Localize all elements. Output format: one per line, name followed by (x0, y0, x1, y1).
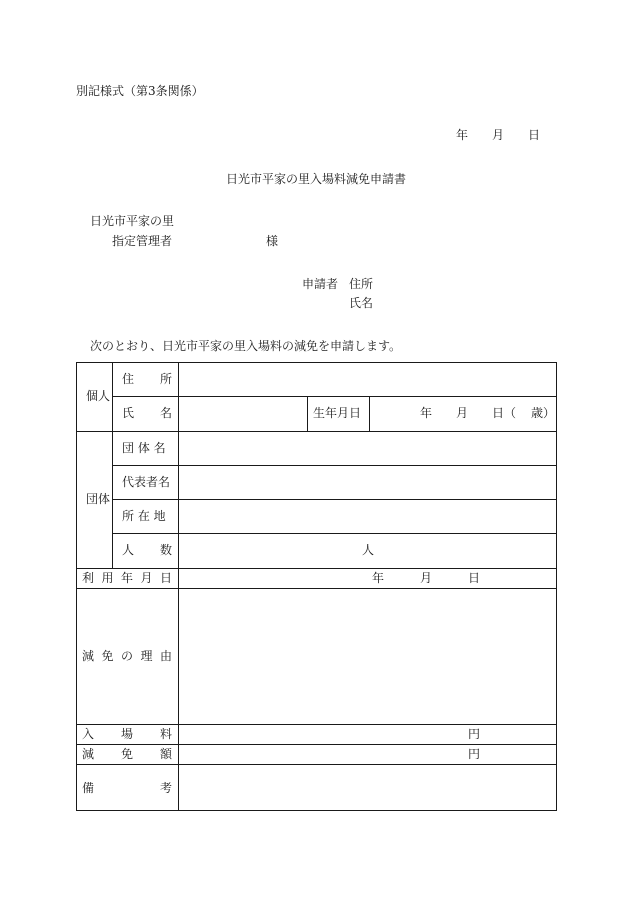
remarks-label-char: 備 (82, 781, 95, 795)
applicant-address-label: 住所 (349, 277, 374, 291)
date-year-label: 年 (456, 128, 469, 142)
reduction-label-char: 額 (159, 747, 172, 761)
use-date-label-char: 日 (159, 571, 172, 585)
people-count-unit: 人 (362, 543, 375, 557)
use-date-year: 年 (372, 571, 385, 585)
date-month-label: 月 (492, 128, 505, 142)
address-label-char: 住 (122, 372, 135, 386)
fee-label-char: 入 (82, 727, 95, 741)
use-date-label-char: 年 (120, 571, 133, 585)
birth-day-label: 日（ (492, 406, 517, 420)
fee-label-char: 場 (120, 727, 133, 741)
use-date-label-char: 利 (82, 571, 95, 585)
reason-label-char: 由 (159, 649, 172, 663)
date-day-label: 日 (528, 128, 541, 142)
name-label-char: 名 (159, 406, 172, 420)
row-divider-group-name (112, 465, 557, 466)
form-number: 別記様式（第3条関係） (76, 84, 204, 98)
group-location-field[interactable] (182, 502, 554, 531)
row-divider-address (112, 396, 557, 397)
reduction-label-char: 免 (120, 747, 133, 761)
count-label-char: 人 (122, 543, 135, 557)
addressee-manager: 指定管理者 (112, 234, 173, 248)
individual-name-label (122, 407, 172, 419)
individual-address-field[interactable] (182, 364, 554, 394)
birth-month-label: 月 (456, 406, 469, 420)
row-divider-fee (76, 744, 557, 745)
reason-label-char: 免 (101, 649, 114, 663)
count-label-char: 数 (159, 543, 172, 557)
use-date-day: 日 (468, 571, 481, 585)
table-border-bottom (76, 810, 557, 811)
application-statement: 次のとおり、日光市平家の里入場料の減免を申請します。 (90, 339, 402, 353)
reduction-label-char: 減 (82, 747, 95, 761)
remarks-label (82, 782, 172, 794)
use-date-label (82, 572, 172, 584)
individual-name-field[interactable] (182, 399, 304, 429)
individual-address-label (122, 373, 172, 385)
reduction-amount-label (82, 748, 172, 760)
row-divider-use-date (76, 588, 557, 589)
addressee-facility: 日光市平家の里 (90, 214, 175, 228)
row-divider-individual (76, 431, 557, 432)
reason-label-char: の (120, 649, 133, 663)
group-location-label: 所 在 地 (122, 509, 166, 523)
remarks-field[interactable] (182, 768, 554, 808)
document-title: 日光市平家の里入場料減免申請書 (226, 172, 407, 186)
birth-date-label: 生年月日 (313, 406, 362, 420)
group-name-field[interactable] (182, 434, 554, 463)
reason-label-char: 理 (140, 649, 153, 663)
address-label-char: 所 (159, 372, 172, 386)
birth-age-label: 歳） (531, 406, 556, 420)
reduction-reason-label (82, 650, 172, 662)
table-border-top (76, 362, 557, 363)
applicant-name-label: 氏名 (349, 296, 374, 310)
row-divider-location (112, 533, 557, 534)
reason-label-char: 減 (82, 649, 95, 663)
applicant-label: 申請者 (302, 277, 339, 291)
row-divider-group (76, 568, 557, 569)
individual-group-label: 個人 (86, 389, 111, 403)
application-form-table (76, 362, 557, 811)
use-date-label-char: 月 (140, 571, 153, 585)
birth-label-left-divider (307, 396, 308, 431)
birth-label-right-divider (369, 396, 370, 431)
group-section-label: 団体 (86, 492, 111, 506)
representative-label: 代表者名 (122, 475, 171, 489)
row-divider-representative (112, 499, 557, 500)
admission-fee-label (82, 728, 172, 740)
representative-field[interactable] (182, 468, 554, 497)
remarks-label-char: 考 (159, 781, 172, 795)
name-label-char: 氏 (122, 406, 135, 420)
birth-year-label: 年 (420, 406, 433, 420)
reduction-reason-field[interactable] (182, 592, 554, 722)
fee-label-char: 料 (159, 727, 172, 741)
reduction-amount-unit: 円 (468, 747, 481, 761)
use-date-month: 月 (420, 571, 433, 585)
row-divider-reduction (76, 764, 557, 765)
admission-fee-unit: 円 (468, 727, 481, 741)
group-name-label: 団 体 名 (122, 441, 166, 455)
row-divider-reason (76, 724, 557, 725)
use-date-label-char: 用 (101, 571, 114, 585)
people-count-label (122, 544, 172, 556)
addressee-honorific: 様 (266, 234, 279, 248)
